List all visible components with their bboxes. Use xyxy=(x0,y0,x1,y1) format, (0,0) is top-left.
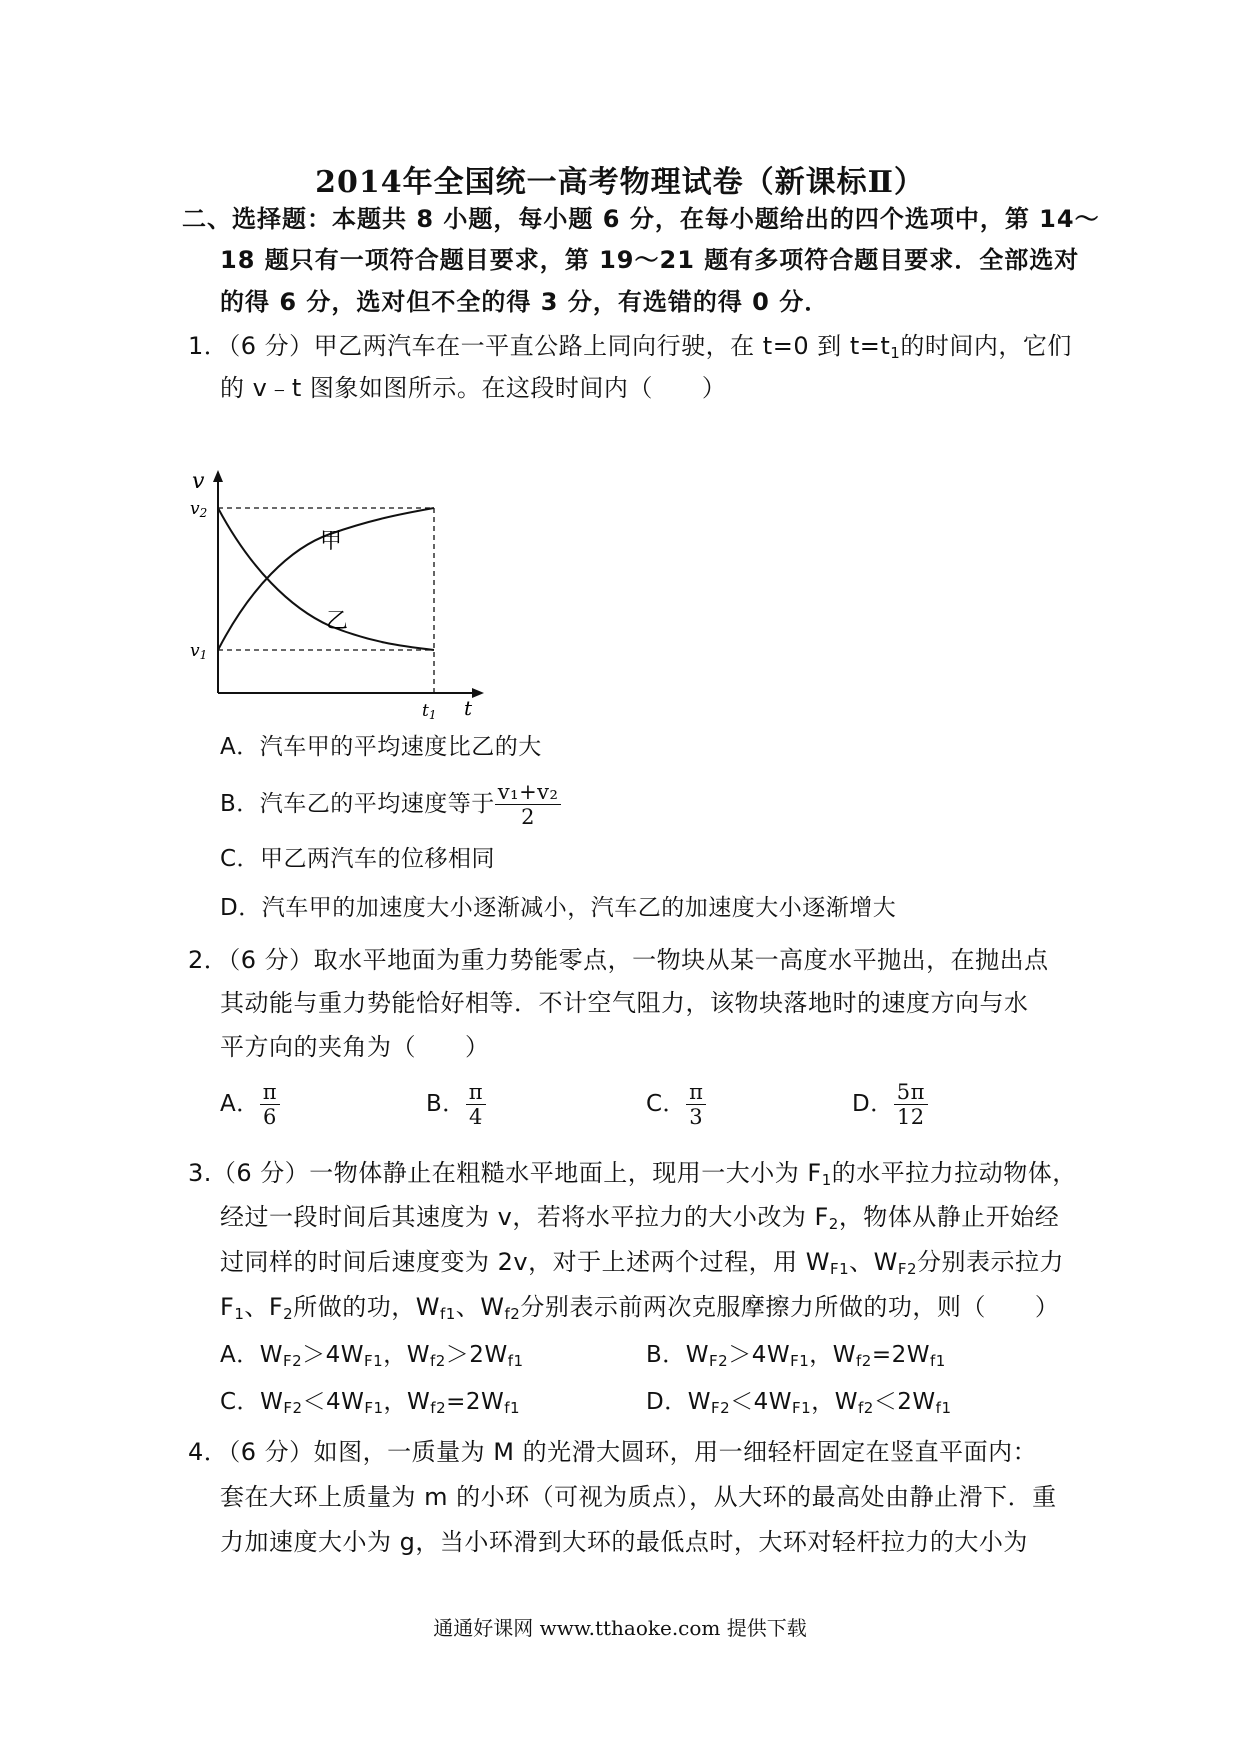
curve-jia-label: 甲 xyxy=(320,529,343,554)
question-2-line-2: 其动能与重力势能恰好相等．不计空气阻力，该物块落地时的速度方向与水 xyxy=(220,989,1029,1017)
question-3-option-c: C．$W_{F2}<4W_{F1}$，$W_{f2}=2W_{f1}$ xyxy=(220,1389,521,1417)
question-2-line-3: 平方向的夹角为（ ） xyxy=(220,1033,490,1061)
question-1-line-1: 1．（6 分）甲乙两汽车在一平直公路上同向行驶，在 t=0 到 $t=t_1$的时间内，它们 xyxy=(188,332,1072,362)
question-1-option-d: D．汽车甲的加速度大小逐渐减小，汽车乙的加速度大小逐渐增大 xyxy=(220,895,897,921)
question-1-option-b: B．汽车乙的平均速度等于 $\frac{\text{v₁+v₂}}{2}$ xyxy=(220,780,561,829)
question-3-option-b: B．$W_{F2}>4W_{F1}$，$W_{f2}=2W_{f1}$ xyxy=(646,1342,946,1370)
v2-label: v2 xyxy=(190,499,208,520)
option-b-fraction: $\frac{\text{v₁+v₂}}{2}$ xyxy=(495,780,562,829)
question-2-option-d: D． $\frac{5\pi}{12}$ xyxy=(852,1080,928,1129)
question-2-line-1: 2．（6 分）取水平地面为重力势能零点，一物块从某一高度水平抛出，在抛出点 xyxy=(188,946,1049,974)
curve-yi-label: 乙 xyxy=(326,609,349,634)
question-2-option-a: A． $\frac{\pi}{6}$ xyxy=(220,1080,280,1129)
question-3-line-4: $F_1$、$F_2$所做的功，$W_{f1}$、$W_{f2}$分别表示前两次克服摩擦力所做的功，则（ ） xyxy=(220,1293,1060,1323)
section-header-line-2: 18 题只有一项符合题目要求，第 19～21 题有多项符合题目要求．全部选对 xyxy=(220,246,1080,274)
question-1-option-c: C．甲乙两汽车的位移相同 xyxy=(220,846,496,872)
question-1-option-a: A．汽车甲的平均速度比乙的大 xyxy=(220,734,542,760)
v-axis-label: v xyxy=(192,469,205,494)
question-3-option-d: D．$W_{F2}<4W_{F1}$，$W_{f2}<2W_{f1}$ xyxy=(646,1389,952,1417)
question-4-line-2: 套在大环上质量为 m 的小环（可视为质点），从大环的最高处由静止滑下．重 xyxy=(220,1483,1057,1511)
question-4-line-1: 4．（6 分）如图，一质量为 M 的光滑大圆环，用一细轻杆固定在竖直平面内： xyxy=(188,1438,1038,1466)
t-axis-label: t xyxy=(464,696,473,720)
question-3-line-1: 3.（6 分）一物体静止在粗糙水平地面上，现用一大小为 $F_1$的水平拉力拉动物体， xyxy=(188,1159,1077,1189)
section-header-line-3: 的得 6 分，选对但不全的得 3 分，有选错的得 0 分． xyxy=(220,288,830,316)
section-header-line-1: 二、选择题：本题共 8 小题，每小题 6 分，在每小题给出的四个选项中，第 14～ xyxy=(182,205,1100,233)
question-2-option-c: C． $\frac{\pi}{3}$ xyxy=(646,1080,706,1129)
t-axis-arrow xyxy=(472,688,484,698)
question-3-line-2: 经过一段时间后其速度为 v，若将水平拉力的大小改为 $F_2$，物体从静止开始经 xyxy=(220,1203,1060,1233)
vt-graph xyxy=(180,468,500,722)
page-title: 2014年全国统一高考物理试卷（新课标Ⅱ） xyxy=(315,165,925,200)
question-3-line-3: 过同样的时间后速度变为 2v，对于上述两个过程，用 $W_{F1}$、$W_{F2}$分别表示拉力 xyxy=(220,1248,1065,1278)
question-4-line-3: 力加速度大小为 g，当小环滑到大环的最低点时，大环对轻杆拉力的大小为 xyxy=(220,1528,1028,1556)
page-footer: 通通好课网 www.tthaoke.com 提供下载 xyxy=(433,1616,807,1640)
question-1-line-2: 的 v﹣t 图象如图所示。在这段时间内（ ） xyxy=(220,374,727,402)
v1-label: v1 xyxy=(190,641,208,662)
v-axis-arrow xyxy=(213,470,223,482)
question-3-option-a: A．$W_{F2}>4W_{F1}$，$W_{f2}>2W_{f1}$ xyxy=(220,1342,524,1370)
t1-label: t1 xyxy=(422,701,437,722)
question-2-option-b: B． $\frac{\pi}{4}$ xyxy=(426,1080,486,1129)
